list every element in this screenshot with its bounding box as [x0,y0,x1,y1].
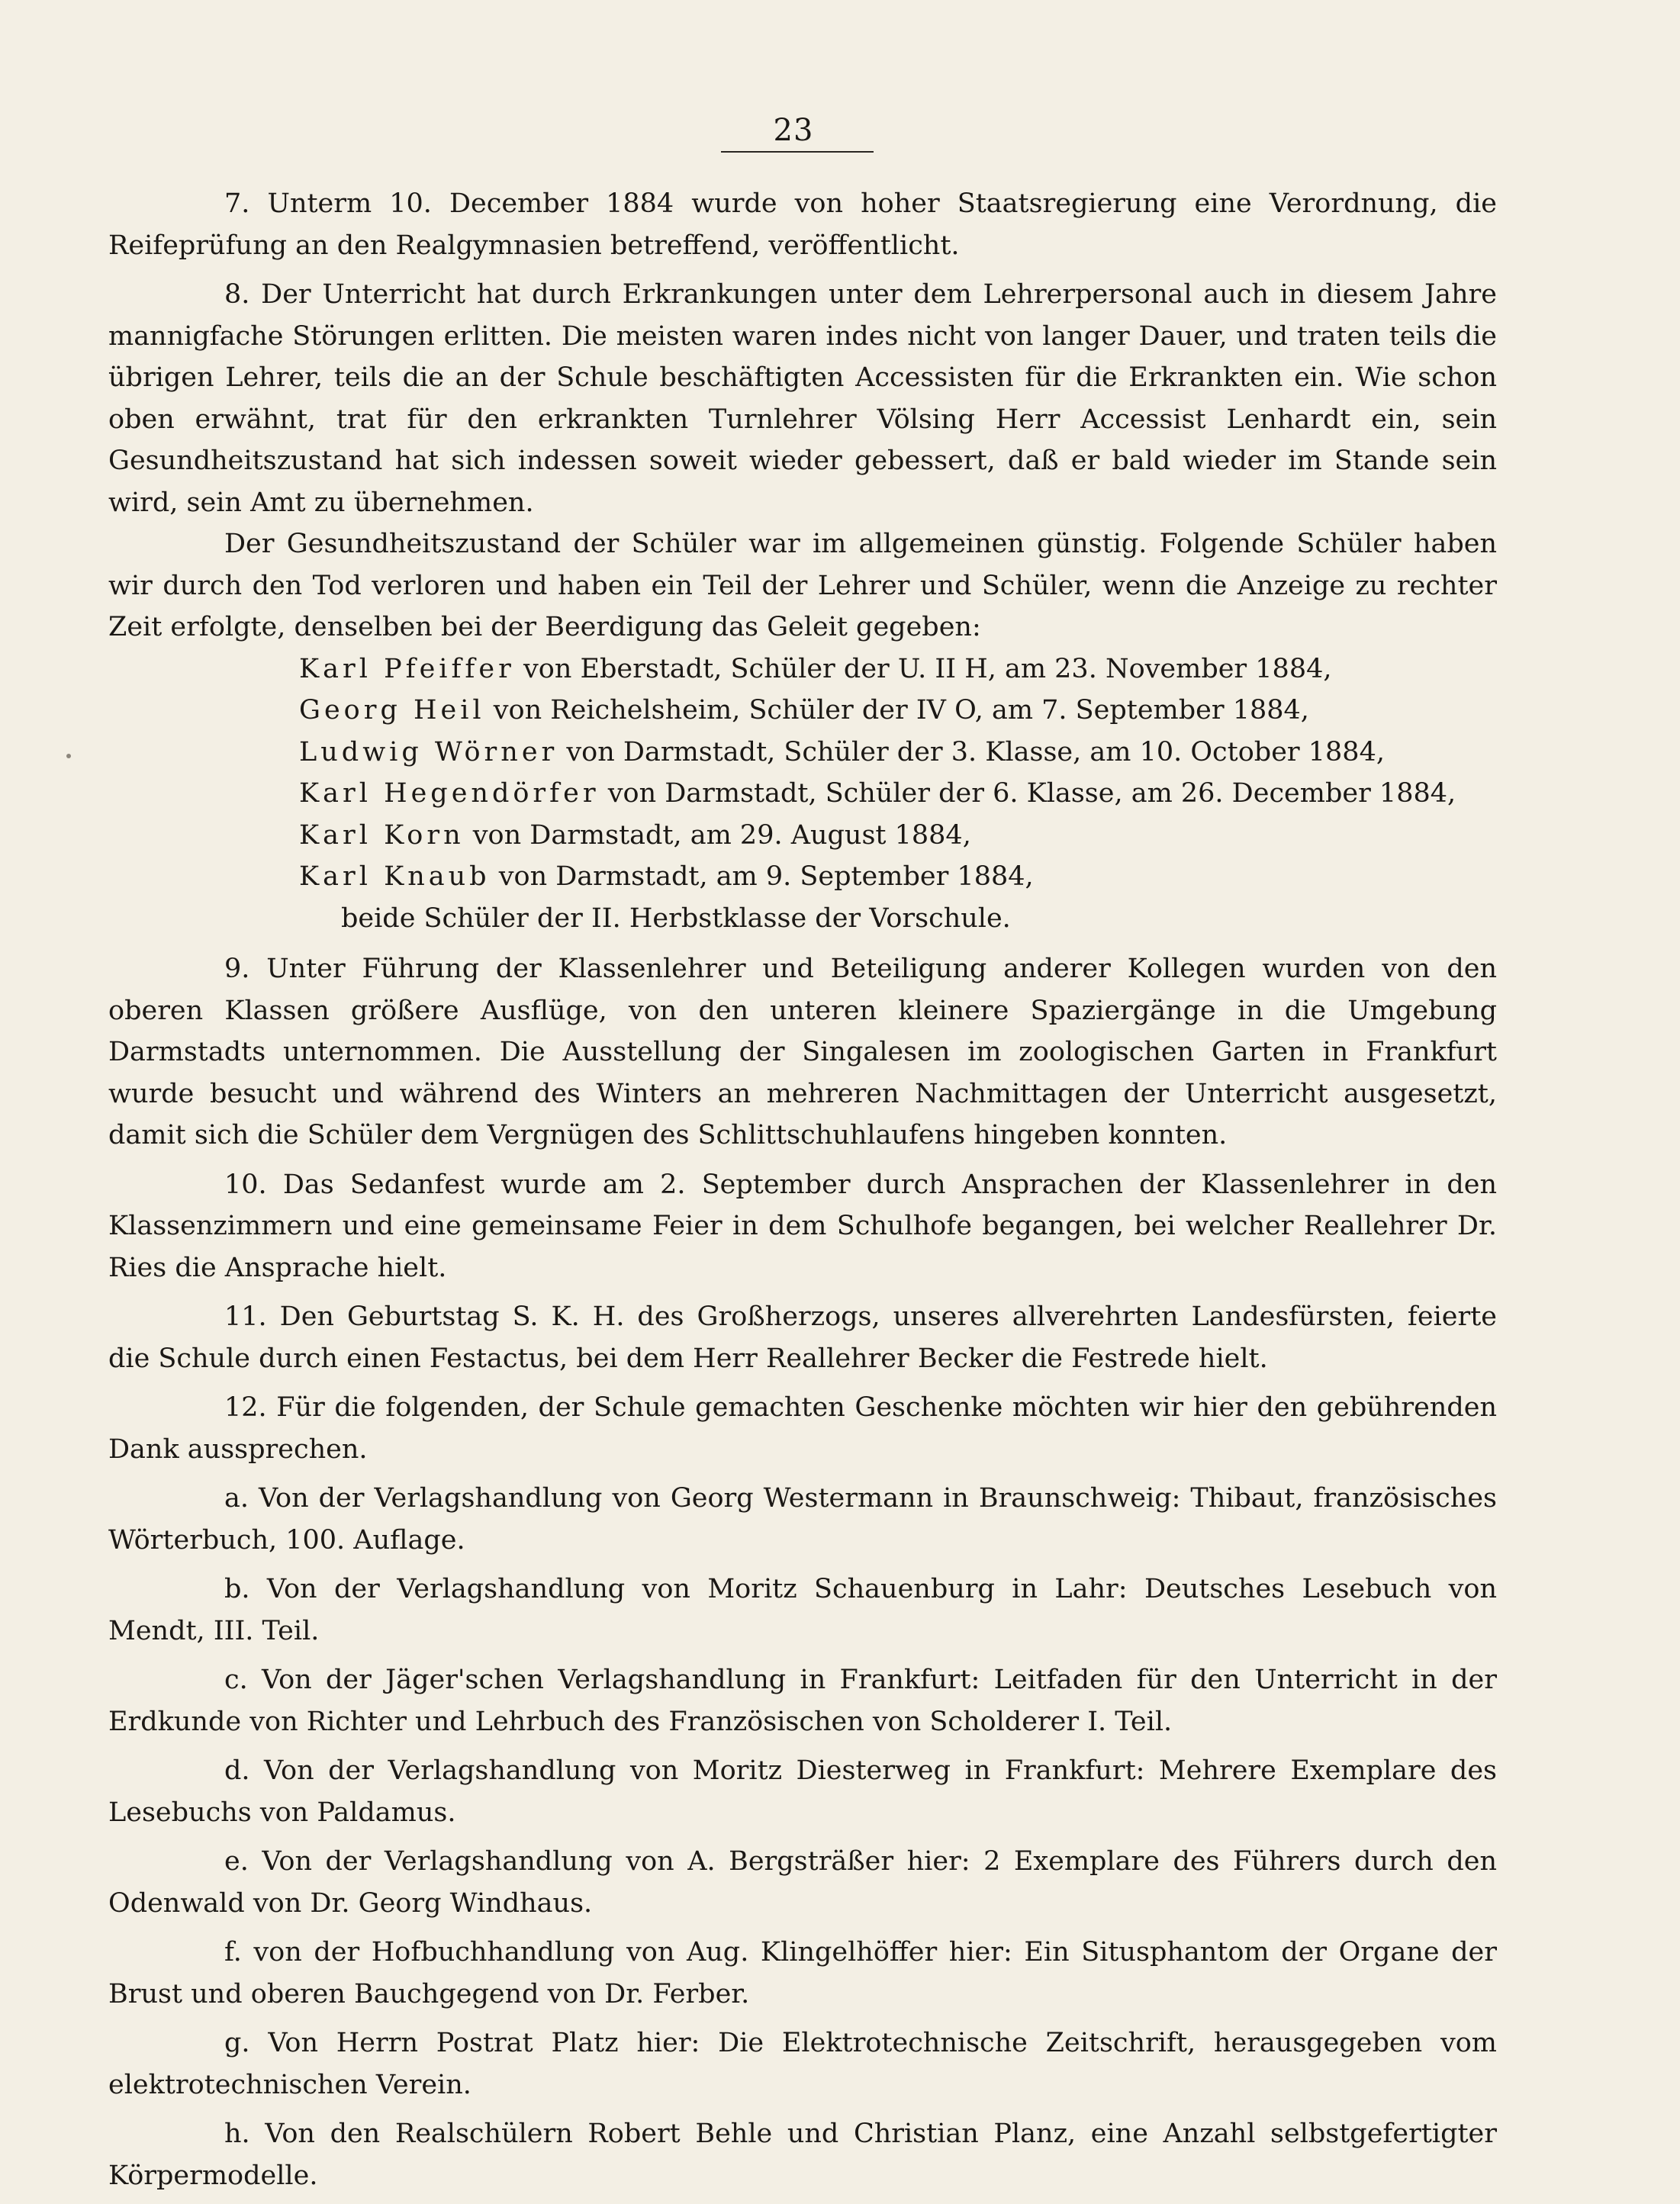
paragraph-10: 10. Das Sedanfest wurde am 2. September durch Ansprachen der Klassenlehrer in den Klassenzimmern und eine gemeinsame Feier in dem Schulhofe begangen, bei welcher Reallehrer Dr. Ries die Ansprache hielt. [108,1169,1497,1283]
deceased-details: von Darmstadt, Schüler der 3. Klasse, am 10. October 1884, [566,736,1385,767]
deceased-entry [108,773,1497,815]
deceased-name: Georg Heil [299,695,485,726]
page-number-rule [721,151,874,153]
deceased-entry [108,690,1497,732]
deceased-name: Ludwig Wörner [299,736,558,767]
gift-item-f: f. von der Hofbuchhandlung von Aug. Klingelhöffer hier: Ein Situsphantom der Organe der Brust und oberen Bauchgegend von Dr. Ferber. [108,1937,1497,2009]
deceased-details: von Eberstadt, Schüler der U. II H, am 23. November 1884, [523,653,1332,684]
gift-item-a: a. Von der Verlagshandlung von Georg Westermann in Braunschweig: Thibaut, französisches Wörterbuch, 100. Auflage. [108,1483,1497,1556]
deceased-entry [108,815,1497,857]
paragraph-12: 12. Für die folgenden, der Schule gemachten Geschenke möchten wir hier den gebührenden Dank aussprechen. [108,1392,1497,1465]
page-body [108,183,1497,2204]
deceased-name: Karl Hegendörfer [299,778,600,809]
gift-item-d: d. Von der Verlagshandlung von Moritz Diesterweg in Frankfurt: Mehrere Exemplare des Lesebuchs von Paldamus. [108,1755,1497,1828]
deceased-entry [108,648,1497,690]
deceased-students-list [108,648,1497,940]
deceased-details: von Darmstadt, am 29. August 1884, [472,819,971,851]
gift-item-e: e. Von der Verlagshandlung von A. Bergsträßer hier: 2 Exemplare des Führers durch den Odenwald von Dr. Georg Windhaus. [108,1846,1497,1919]
deceased-entry [108,856,1497,898]
paragraph-11: 11. Den Geburtstag S. K. H. des Großherzogs, unseres allverehrten Landesfürsten, feierte die Schule durch einen Festactus, bei dem Herr Reallehrer Becker die Festrede hielt. [108,1301,1497,1374]
gift-item-h: h. Von den Realschülern Robert Behle und Christian Planz, eine Anzahl selbstgefertigter Körpermodelle. [108,2119,1497,2191]
deceased-note: beide Schüler der II. Herbstklasse der Vorschule. [341,903,1011,934]
deceased-entry [108,732,1497,774]
page-number: 23 [773,113,814,148]
paragraph-7: 7. Unterm 10. December 1884 wurde von hoher Staatsregierung eine Verordnung, die Reifeprüfung an den Realgymnasien betreffend, veröffentlicht. [108,188,1497,261]
paragraph-8-health: Der Gesundheitszustand der Schüler war im allgemeinen günstig. Folgende Schüler haben wir durch den Tod verloren und haben ein Teil der Lehrer und Schüler, wenn die Anzeige zu rechter Zeit erfolgte, denselben bei der Beerdigung das Geleit gegeben: [108,529,1497,642]
gift-item-g: g. Von Herrn Postrat Platz hier: Die Elektrotechnische Zeitschrift, herausgegeben vom elektrotechnischen Verein. [108,2028,1497,2100]
paragraph-8: 8. Der Unterricht hat durch Erkrankungen unter dem Lehrerpersonal auch in diesem Jahre mannigfache Störungen erlitten. Die meisten waren indes nicht von langer Dauer, und traten teils die übrigen Lehrer, teils die an der Schule beschäftigten Accessisten für die Erkrankten ein. Wie schon oben erwähnt, trat für den erkrankten Turnlehrer Völsing Herr Accessist Lenhardt ein, sein Gesundheitszustand hat sich indessen soweit wieder gebessert, daß er bald wieder im Stande sein wird, sein Amt zu übernehmen. [108,279,1497,518]
deceased-name: Karl Pfeiffer [299,653,515,684]
deceased-name: Karl Korn [299,819,465,851]
deceased-details: von Darmstadt, Schüler der 6. Klasse, am 26. December 1884, [607,778,1456,809]
gift-item-c: c. Von der Jäger'schen Verlagshandlung in Frankfurt: Leitfaden für den Unterricht in der Erdkunde von Richter und Lehrbuch des Französischen von Scholderer I. Teil. [108,1665,1497,1737]
ink-speck [66,754,71,758]
deceased-details: von Darmstadt, am 9. September 1884, [498,861,1034,892]
paragraph-9: 9. Unter Führung der Klassenlehrer und Beteiligung anderer Kollegen wurden von den oberen Klassen größere Ausflüge, von den unteren kleinere Spaziergänge in die Umgebung Darmstadts unternommen. Die Ausstellung der Singalesen im zoologischen Garten in Frankfurt wurde besucht und während des Winters an mehreren Nachmittagen der Unterricht ausgesetzt, damit sich die Schüler dem Vergnügen des Schlittschuhlaufens hingeben konnten. [108,954,1497,1150]
deceased-name: Karl Knaub [299,861,491,892]
deceased-details: von Reichelsheim, Schüler der IV O, am 7. September 1884, [493,695,1309,726]
gift-item-b: b. Von der Verlagshandlung von Moritz Schauenburg in Lahr: Deutsches Lesebuch von Mendt, III. Teil. [108,1574,1497,1646]
